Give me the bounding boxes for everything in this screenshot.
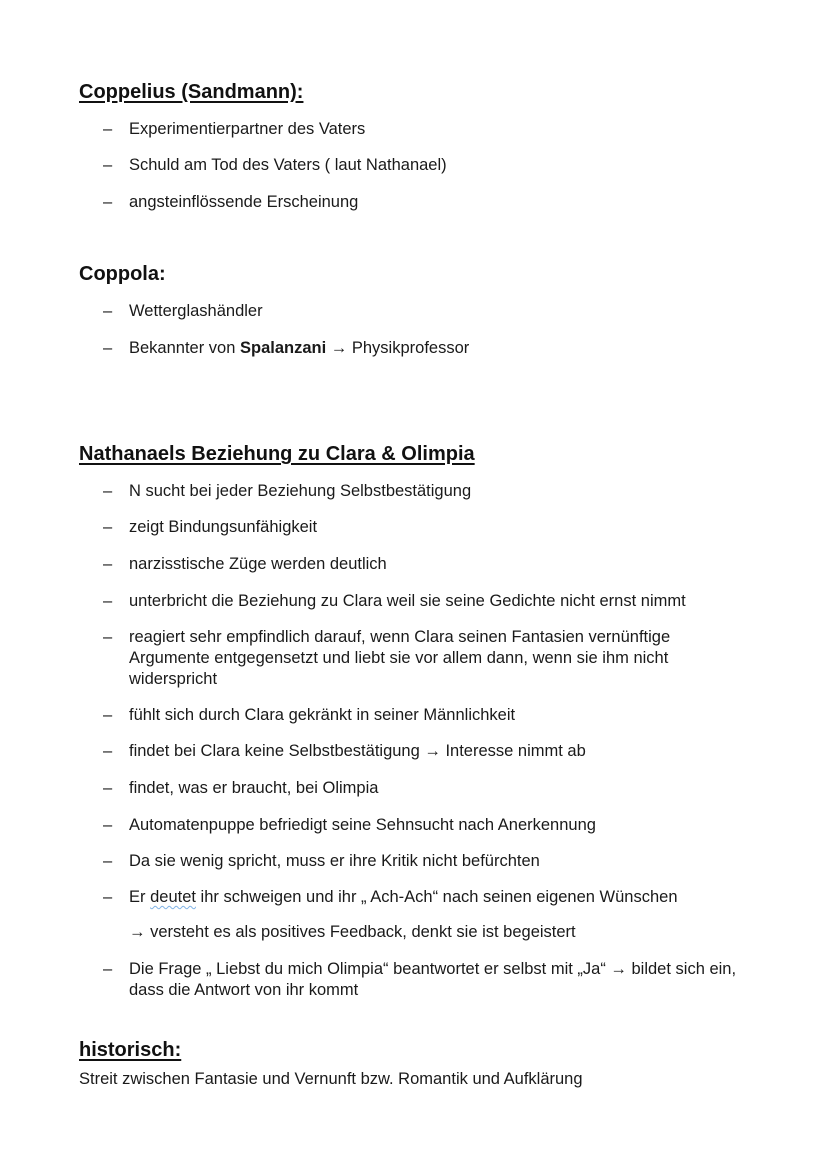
bullet-dash: – bbox=[103, 742, 113, 760]
list-item: narzisstische Züge werden deutlich bbox=[129, 555, 387, 573]
list-item-spalanzani bbox=[129, 338, 769, 359]
list-item: findet bei Clara keine Selbstbestätigung → Interesse nimmt ab bbox=[129, 742, 586, 760]
bullet-dash: – bbox=[103, 518, 113, 536]
bullet-dash: – bbox=[103, 156, 113, 174]
list-item: Experimentierpartner des Vaters bbox=[129, 120, 366, 138]
item-text: ihr schweigen und ihr „ Ach-Ach“ nach seinen eigenen Wünschen bbox=[195, 888, 678, 906]
list-item: Schuld am Tod des Vaters ( laut Nathanael) bbox=[129, 156, 447, 174]
item-text: Er bbox=[129, 888, 151, 906]
bullet-dash: – bbox=[103, 482, 113, 500]
list-item: Da sie wenig spricht, muss er ihre Kritik nicht befürchten bbox=[129, 852, 540, 870]
list-item-continuation: → versteht es als positives Feedback, denkt sie ist begeistert bbox=[129, 923, 576, 941]
bullet-dash: – bbox=[103, 706, 113, 724]
bullet-dash: – bbox=[103, 960, 113, 978]
bullet-dash: – bbox=[103, 779, 113, 797]
item-text: → Physikprofessor bbox=[326, 339, 470, 357]
bullet-dash: – bbox=[103, 888, 113, 906]
list-item: Automatenpuppe befriedigt seine Sehnsucht nach Anerkennung bbox=[129, 816, 596, 834]
list-item: findet, was er braucht, bei Olimpia bbox=[129, 779, 379, 797]
list-item: Die Frage „ Liebst du mich Olimpia“ beantwortet er selbst mit „Ja“ → bildet sich ein, dass die Antwort von ihr kommt bbox=[129, 960, 737, 999]
list-item: unterbricht die Beziehung zu Clara weil sie seine Gedichte nicht ernst nimmt bbox=[129, 592, 686, 610]
list-item: angsteinflössende Erscheinung bbox=[129, 193, 359, 211]
heading-coppelius: Coppelius (Sandmann): bbox=[79, 81, 304, 103]
bullet-dash: – bbox=[103, 120, 113, 138]
spellcheck-marked-word: deutet bbox=[150, 888, 196, 906]
list-item: Wetterglashändler bbox=[129, 302, 263, 320]
bullet-dash: – bbox=[103, 555, 113, 573]
bullet-dash: – bbox=[103, 302, 113, 320]
item-text: Bekannter von bbox=[129, 339, 240, 357]
bullet-dash: – bbox=[103, 193, 113, 211]
bullet-dash: – bbox=[103, 339, 113, 357]
bullet-dash: – bbox=[103, 592, 113, 610]
list-item: fühlt sich durch Clara gekränkt in seiner Männlichkeit bbox=[129, 706, 516, 724]
list-item-deutet bbox=[129, 887, 769, 908]
list-item: reagiert sehr empfindlich darauf, wenn Clara seinen Fantasien vernünftige Argumente entgegensetzt und liebt sie vor allem dann, wenn sie ihm nicht widerspricht bbox=[129, 628, 671, 688]
heading-historisch: historisch: bbox=[79, 1039, 182, 1061]
heading-beziehung: Nathanaels Beziehung zu Clara & Olimpia bbox=[79, 443, 475, 465]
list-item: N sucht bei jeder Beziehung Selbstbestätigung bbox=[129, 482, 472, 500]
paragraph-historisch: Streit zwischen Fantasie und Vernunft bzw. Romantik und Aufklärung bbox=[79, 1070, 583, 1088]
list-item: zeigt Bindungsunfähigkeit bbox=[129, 518, 318, 536]
heading-coppola: Coppola: bbox=[79, 263, 166, 285]
bullet-dash: – bbox=[103, 628, 113, 646]
bold-name-spalanzani: Spalanzani bbox=[240, 339, 327, 357]
bullet-dash: – bbox=[103, 852, 113, 870]
bullet-dash: – bbox=[103, 816, 113, 834]
